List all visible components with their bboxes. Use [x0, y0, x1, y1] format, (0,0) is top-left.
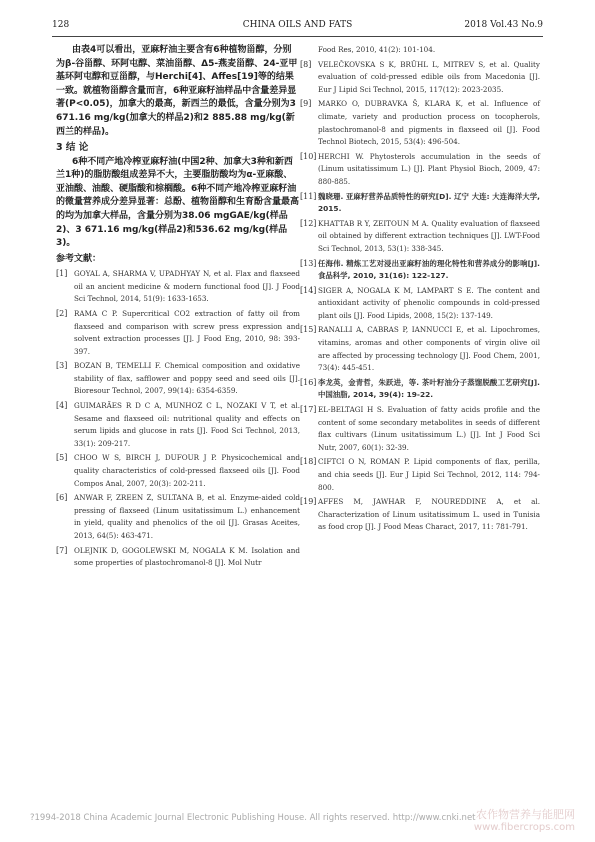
page-number: 128 — [52, 20, 70, 30]
reference-text: CIFTCI O N, ROMAN P. Lipid components of flax, perilla, and chia seeds [J]. Eur J Lipid Sci Technol, 2012, 114: 794-800. — [318, 457, 540, 492]
page-header — [52, 20, 543, 34]
reference-item — [300, 44, 540, 57]
copyright-footer: ?1994-2018 China Academic Journal Electronic Publishing House. All rights reserved. http://www.cnki.net — [30, 813, 476, 823]
reference-number: [1] — [56, 269, 68, 279]
reference-number: [3] — [56, 361, 68, 371]
reference-item — [300, 151, 540, 189]
reference-text: AFFES M, JAWHAR F, NOUREDDINE A, et al. Characterization of Linum usitatissimum L. used in Tunisia as food crop [J]. J Food Meas Charact, 2017, 11: 781-791. — [318, 497, 540, 532]
reference-number: [13] — [300, 258, 317, 268]
reference-item — [300, 456, 540, 494]
reference-item — [300, 324, 540, 374]
reference-item — [56, 452, 300, 490]
reference-list-right — [300, 44, 540, 534]
reference-text: HERCHI W. Phytosterols accumulation in the seeds of (Linum usitatissimum L.) [J]. Plant Physiol Bioch, 2009, 47: 880-885. — [318, 151, 540, 186]
reference-text: CHOO W S, BIRCH J, DUFOUR J P. Physicochemical and quality characteristics of cold-pressed flaxseed oils [J]. Food Compos Anal, 2007, 20(3): 202-211. — [74, 453, 300, 488]
reference-number: [12] — [300, 218, 317, 228]
watermark-url: www.fibercrops.com — [473, 822, 575, 833]
reference-text: GOYAL A, SHARMA V, UPADHYAY N, et al. Flax and flaxseed oil an ancient medicine & modern functional food [J]. J Food Sci Technol, 2014, 51(9): 1633-1653. — [74, 269, 300, 304]
conclusion-paragraph: 6种不同产地冷榨亚麻籽油(中国2种、加拿大3种和新西兰1种)的脂肪酸组成差异不大，主要脂肪酸均为α-亚麻酸、亚油酸、油酸、硬脂酸和棕榈酸。6种不同产地冷榨亚麻籽油的微量营养成分差异显著：总酚、植物甾醇和生育酚含量最高的均为加拿大样品，含量分别为38.06 mgGAE/kg(样品2)、3 671.16 mg/kg(样品2)和536.62 mg/kg(样品3)。 — [56, 156, 300, 249]
reference-number: [2] — [56, 308, 68, 318]
reference-number: [15] — [300, 325, 317, 335]
reference-item — [300, 377, 540, 402]
reference-number: [5] — [56, 453, 68, 463]
reference-number: [16] — [300, 377, 317, 387]
journal-name: CHINA OILS AND FATS — [242, 20, 353, 30]
reference-text: GUIMARÃES R D C A, MUNHOZ C L, NOZAKI V T, et al. Sesame and flaxseed oil: nutritional quality and effects on serum lipids and glucose in rats [J]. Food Sci Technol, 2013, 33(1): 209-217. — [74, 401, 300, 448]
reference-item — [300, 191, 540, 216]
reference-number — [300, 44, 318, 57]
reference-item — [56, 545, 300, 570]
reference-text: 任海伟. 精炼工艺对浸出亚麻籽油的理化特性和营养成分的影响[J]. 食品科学, 2010, 31(16): 122-127. — [318, 258, 540, 281]
reference-list-left — [56, 268, 300, 570]
reference-text: RAMA C P. Supercritical CO2 extraction of fatty oil from flaxseed and comparison with screw press expression and solvent extraction processes [J]. J Food Eng, 2010, 98: 393-397. — [74, 308, 300, 356]
reference-number: [17] — [300, 405, 317, 415]
reference-item — [300, 404, 540, 454]
references-heading: 参考文献： — [56, 253, 102, 264]
reference-number: [10] — [300, 151, 317, 161]
reference-number: [7] — [56, 545, 68, 555]
issue-info: 2018 Vol.43 No.9 — [464, 20, 543, 30]
reference-item — [56, 360, 300, 398]
reference-number: [14] — [300, 285, 317, 295]
intro-paragraph: 由表4可以看出，亚麻籽油主要含有6种植物甾醇，分别为β-谷甾醇、环阿屯醇、菜油甾醇、Δ5-燕麦甾醇、24-亚甲基环阿屯醇和豆甾醇，与Herchi[4]、Affes[19]等的结果一致。就植物甾醇含量而言，6种亚麻籽油样品中含量差异显著(P<0.05)，加拿大的最高，新西兰的最低，含量分别为3 671.16 mg/kg(加拿大的样品2)和2 885.88 mg/kg(新西兰的样品)。 — [56, 45, 298, 137]
watermark-text: 农作物营养与能肥网 — [476, 808, 575, 821]
right-column — [300, 44, 540, 536]
reference-number: [18] — [300, 457, 317, 467]
reference-text: RANALLI A, CABRAS P, IANNUCCI E, et al. Lipochromes, vitamins, aromas and other components of virgin olive oil are affected by processing technology [J]. Food Chem, 2001, 73(4): 445-451. — [318, 325, 540, 373]
reference-item — [300, 59, 540, 97]
reference-number: [9] — [300, 99, 312, 109]
reference-item — [300, 496, 540, 534]
reference-text: 李龙英，金青哲，朱跃进，等. 茶叶籽油分子蒸馏脱酸工艺研究[J]. 中国油脂, 2014, 39(4): 19-22. — [318, 377, 540, 400]
reference-item — [56, 400, 300, 450]
reference-text: 魏晓珊. 亚麻籽营养品质特性的研究[D]. 辽宁 大连: 大连海洋大学, 2015. — [318, 191, 540, 214]
reference-item — [56, 492, 300, 542]
reference-text: KHATTAB R Y, ZEITOUN M A. Quality evaluation of flaxseed oil obtained by different extraction techniques [J]. LWT-Food Sci Technol, 2013, 53(1): 338-345. — [318, 218, 540, 253]
reference-text: MARKO O, DUBRAVKA Š, KLARA K, et al. Influence of climate, variety and production process on tocopherols, plastochromanol-8 and pigments in flaxseed oil [J]. Food Technol Biotech, 2015, 53(4): 496-504. — [318, 99, 540, 147]
reference-text: OLEJNIK D, GOGOLEWSKI M, NOGALA K M. Isolation and some properties of plastochromanol-8 [J]. Mol Nutr — [74, 545, 300, 568]
reference-number: [8] — [300, 59, 312, 69]
reference-number: [11] — [300, 191, 317, 201]
reference-number: [19] — [300, 497, 317, 507]
left-column — [56, 44, 300, 572]
section-title: 3 结 论 — [56, 142, 89, 154]
reference-item — [56, 308, 300, 358]
header-rule — [52, 36, 543, 37]
reference-item — [300, 285, 540, 323]
reference-text: SIGER A, NOGALA K M, LAMPART S E. The content and antioxidant activity of phenolic compounds in cold-pressed plant oils [J]. Food Lipids, 2008, 15(2): 137-149. — [318, 285, 540, 320]
reference-text: BOZAN B, TEMELLI F. Chemical composition and oxidative stability of flax, safflower and poppy seed and seed oils [J]. Bioresour Technol, 2007, 99(14): 6354-6359. — [74, 361, 300, 396]
reference-text: Food Res, 2010, 41(2): 101-104. — [318, 45, 436, 54]
reference-item — [300, 218, 540, 256]
reference-item — [300, 98, 540, 148]
reference-number: [6] — [56, 493, 68, 503]
reference-text: VELEČKOVSKA S K, BRÜHL L, MITREV S, et al. Quality evaluation of cold-pressed edible oils from Macedonia [J]. Eur J Lipid Sci Technol, 2015, 117(12): 2023-2035. — [318, 59, 540, 94]
reference-item — [56, 268, 300, 306]
reference-item — [300, 258, 540, 283]
reference-number: [4] — [56, 401, 68, 411]
reference-text: EL-BELTAGI H S. Evaluation of fatty acids profile and the content of some secondary metabolites in seeds of different flax cultivars (Linum usitatissimum L.) [J]. Int J Food Sci Nutr, 2007, 60(1): 32-39. — [318, 405, 540, 452]
reference-text: ANWAR F, ZREEN Z, SULTANA B, et al. Enzyme-aided cold pressing of flaxseed (Linum usitatissimum L.) enhancement in yield, quality and phenolics of the oil [J]. Grasas Aceites, 2013, 64(5): 463-471. — [74, 493, 300, 540]
